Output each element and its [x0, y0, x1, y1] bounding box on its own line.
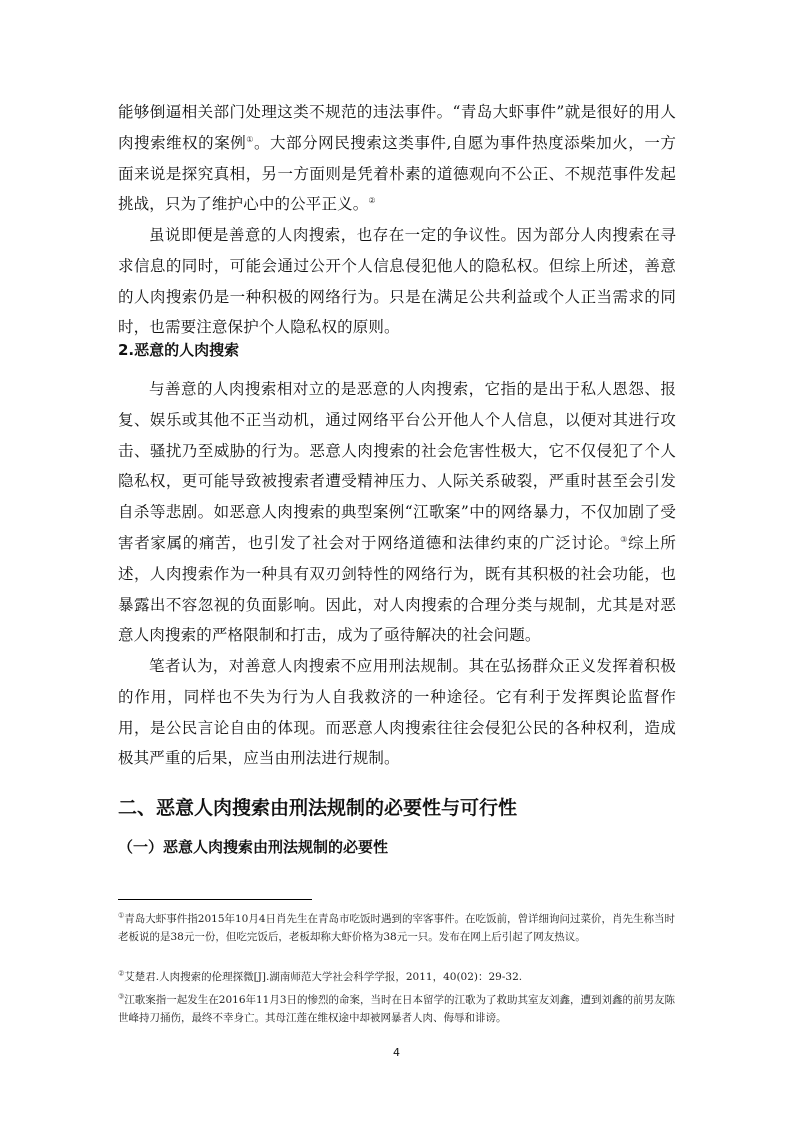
- footnote-text: 江歌案指一起发生在2016年11月3日的惨烈的命案，当时在日本留学的江歌为了救助其室友刘鑫，遭到刘鑫的前男友陈世峰持刀捅伤，最终不幸身亡。其母江莲在维权途中却被网暴者人肉、侮辱和诽谤。: [118, 994, 676, 1024]
- paragraph-text: 综上所述，人肉搜索作为一种具有双刃剑特性的网络行为，既有其积极的社会功能，也暴露出不容忽视的负面影响。因此，对人肉搜索的合理分类与规制，尤其是对恶意人肉搜索的严格限制和打击，成为了亟待解决的社会问题。: [118, 533, 676, 645]
- paragraph-text: 。大部分网民搜索这类事件,自愿为事件热度添柴加火，一方面来说是探究真相，另一方面则是凭着朴素的道德观向不公正、不规范事件发起挑战，只为了维护心中的公平正义。: [118, 133, 677, 214]
- paragraph-text: 与善意的人肉搜索相对立的是恶意的人肉搜索，它指的是出于私人恩怨、报复、娱乐或其他不正当动机，通过网络平台公开他人个人信息，以便对其进行攻击、骚扰乃至威胁的行为。恶意人肉搜索的社会危害性极大，它不仅侵犯了个人隐私权，更可能导致被搜索者遭受精神压力、人际关系破裂，严重时甚至会引发自杀等悲剧。如恶意人肉搜索的典型案例“江歌案”中的网络暴力，不仅加剧了受害者家属的痛苦，也引发了社会对于网络道德和法律约束的广泛讨论。: [118, 380, 676, 552]
- footnote-2: [118, 969, 678, 987]
- footnote-text: 青岛大虾事件指2015年10月4日肖先生在青岛市吃饭时遇到的宰客事件。在吃饭前，曾详细询问过菜价，肖先生称当时老板说的是38元一份，但吃完饭后，老板却称大虾价格为38元一只。发布在网上后引起了网友热议。: [118, 913, 676, 943]
- footnote-mark: ③: [118, 992, 125, 1001]
- subsection-title: （一）恶意人肉搜索由刑法规制的必要性: [118, 838, 389, 856]
- footnote-3: [118, 992, 678, 1027]
- footnote-mark: ②: [118, 969, 125, 978]
- footnote-text: 艾楚君.人肉搜索的伦理探微[J].湖南师范大学社会科学学报，2011，40(02)：29-32.: [124, 971, 523, 983]
- footnote-mark: ①: [118, 911, 125, 920]
- body-paragraph-2: 虽说即便是善意的人肉搜索，也存在一定的争议性。因为部分人肉搜索在寻求信息的同时，可能会通过公开个人信息侵犯他人的隐私权。但综上所述，善意的人肉搜索仍是一种积极的网络行为。只是在满足公共利益或个人正当需求的同时，也需要注意保护个人隐私权的原则。: [118, 226, 676, 337]
- footnote-marker[interactable]: ①: [246, 134, 255, 144]
- paragraph-text: 能够倒逼相关部门处理这类不规范的违法事件。“青岛大虾事件”就是很好的用人肉搜索维权的案例: [118, 103, 676, 152]
- page-number: 4: [393, 1046, 400, 1059]
- section-title: 二、恶意人肉搜索由刑法规制的必要性与可行性: [118, 797, 518, 819]
- footnote-1: [118, 911, 678, 946]
- footnote-marker[interactable]: ②: [368, 196, 376, 206]
- footnote-separator: [118, 899, 312, 900]
- subheading-malicious-search: 2.恶意的人肉搜索: [118, 341, 240, 359]
- body-paragraph-4: 笔者认为，对善意人肉搜索不应用刑法规制。其在弘扬群众正义发挥着积极的作用，同样也不失为行为人自我救济的一种途径。它有利于发挥舆论监督作用，是公民言论自由的体现。而恶意人肉搜索往往会侵犯公民的各种权利，造成极其严重的后果，应当由刑法进行规制。: [118, 657, 676, 768]
- body-paragraph-1: [118, 97, 676, 220]
- footnote-marker[interactable]: ③: [620, 534, 628, 544]
- body-paragraph-3: [118, 374, 676, 651]
